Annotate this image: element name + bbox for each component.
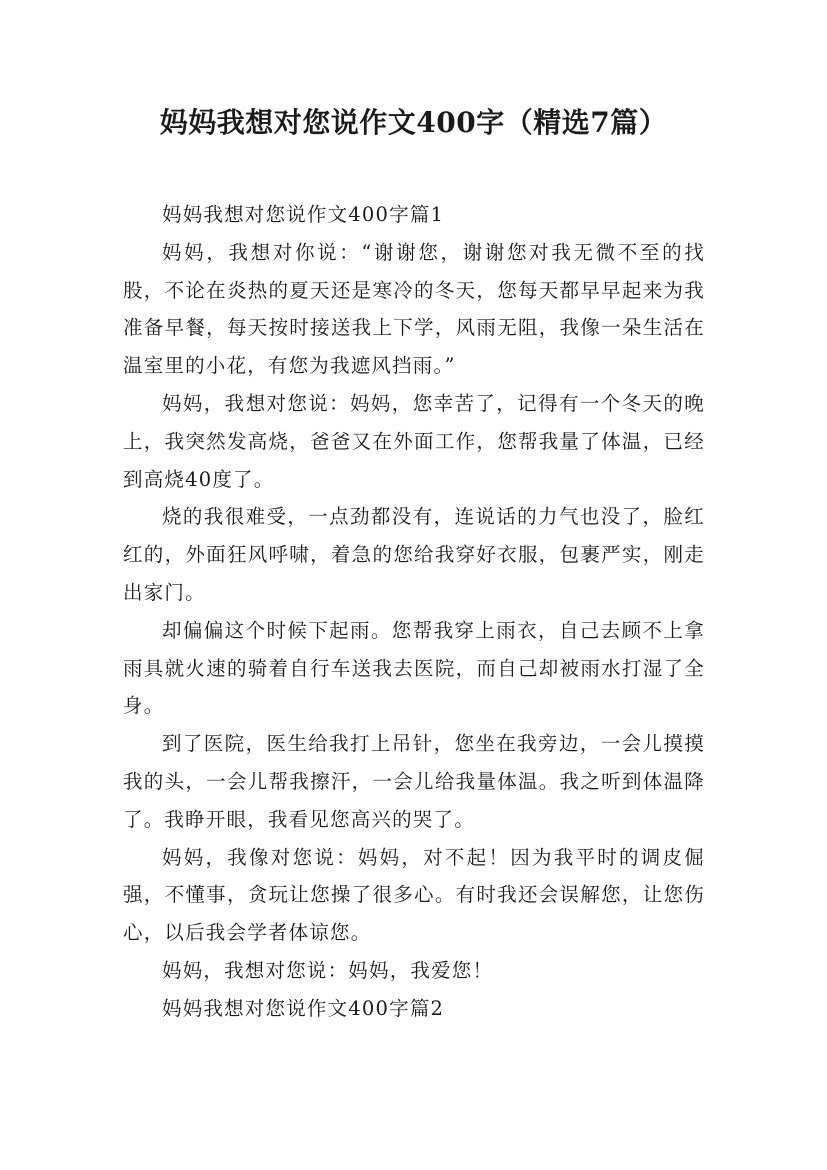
body-paragraph: 妈妈，我像对您说：妈妈，对不起！因为我平时的调皮倔强，不懂事，贪玩让您操了很多心。有时我还会误解您，让您伤心，以后我会学者体谅您。 bbox=[123, 845, 705, 945]
body-paragraph: 却偏偏这个时候下起雨。您帮我穿上雨衣，自己去顾不上拿雨具就火速的骑着自行车送我去医院，而自己却被雨水打湿了全身。 bbox=[123, 618, 705, 718]
body-paragraph: 妈妈，我想对你说：“谢谢您，谢谢您对我无微不至的找股，不论在炎热的夏天还是寒冷的冬天，您每天都早早起来为我准备早餐，每天按时接送我上下学，风雨无阻，我像一朵生活在温室里的小花，有您为我遮风挡雨。” bbox=[123, 240, 705, 378]
body-paragraph: 妈妈，我想对您说：妈妈，我爱您！ bbox=[162, 958, 494, 982]
document-body bbox=[123, 196, 705, 1028]
section-heading: 妈妈我想对您说作文400字篇1 bbox=[162, 203, 445, 226]
body-paragraph: 到了医院，医生给我打上吊针，您坐在我旁边，一会儿摸摸我的头，一会儿帮我擦汗，一会儿给我量体温。我之听到体温降了。我睁开眼，我看见您高兴的哭了。 bbox=[123, 732, 705, 831]
section-heading: 妈妈我想对您说作文400字篇2 bbox=[162, 996, 445, 1020]
document-title: 妈妈我想对您说作文400字（精选7篇） bbox=[159, 106, 668, 139]
body-paragraph: 妈妈，我想对您说：妈妈，您幸苦了，记得有一个冬天的晚上，我突然发高烧，爸爸又在外面工作，您帮我量了体温，已经到高烧40度了。 bbox=[123, 391, 705, 491]
body-paragraph: 烧的我很难受，一点劲都没有，连说话的力气也没了，脸红红的，外面狂风呼啸，着急的您给我穿好衣服，包裹严实，刚走出家门。 bbox=[123, 505, 705, 604]
